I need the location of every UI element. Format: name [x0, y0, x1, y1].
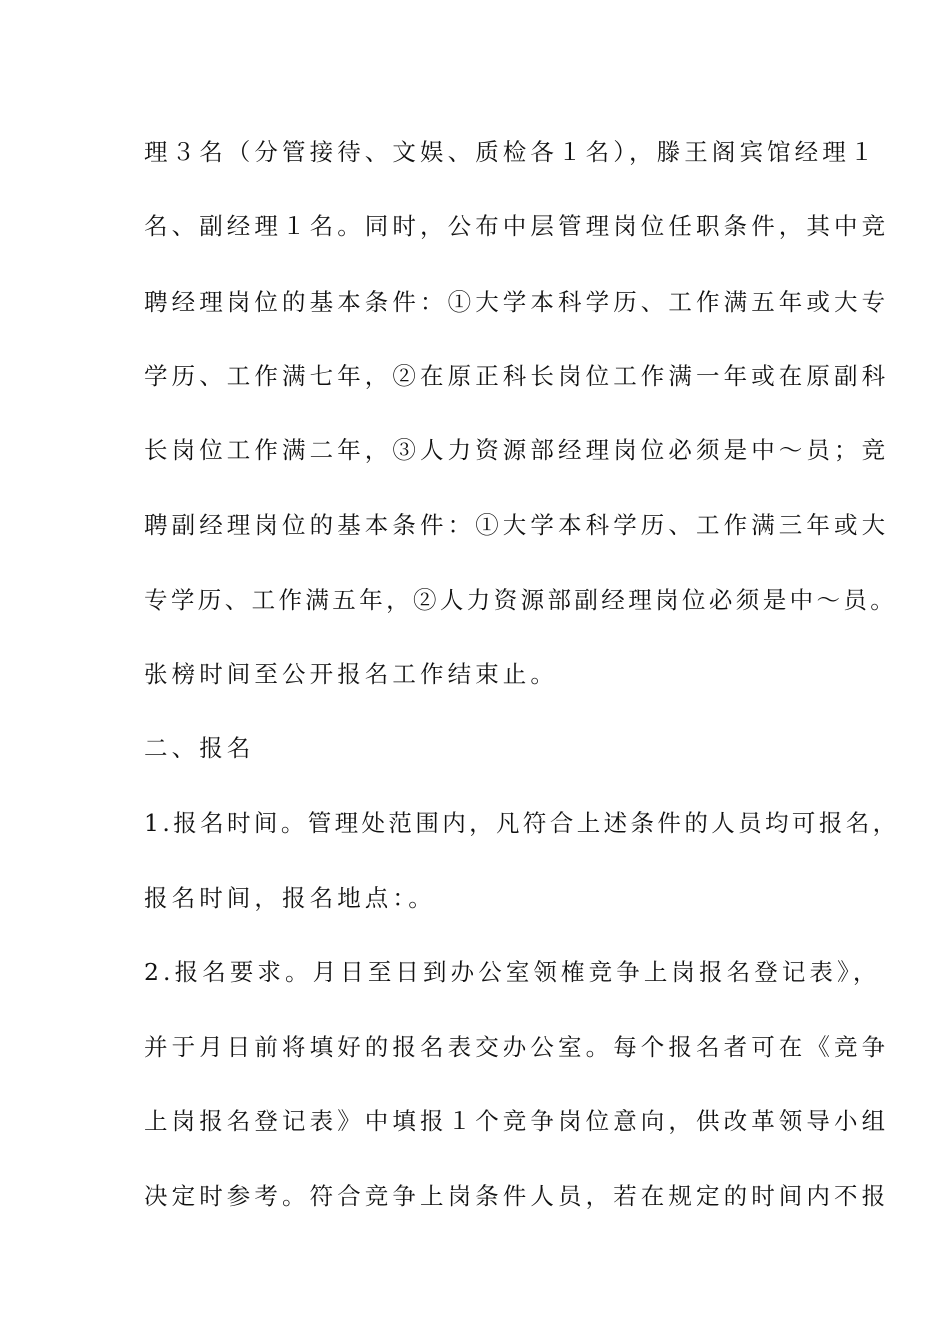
body-text-line: 理３名（分管接待、文娱、质检各１名），滕王阁宾馆经理１ — [144, 138, 878, 166]
body-text-line: 学历、工作满七年，②在原正科长岗位工作满一年或在原副科 — [144, 362, 890, 390]
body-text-line: 聘经理岗位的基本条件：①大学本科学历、工作满五年或大专 — [144, 288, 890, 316]
body-text-line: 决定时参考。符合竞争上岗条件人员，若在规定的时间内不报 — [144, 1182, 890, 1210]
body-text-line: 2.报名要求。月日至日到办公室领榷竞争上岗报名登记表》， — [144, 958, 881, 986]
body-text-line: 并于月日前将填好的报名表交办公室。每个报名者可在《竞争 — [144, 1033, 890, 1061]
body-text-line: 上岗报名登记表》中填报１个竞争岗位意向，供改革领导小组 — [144, 1107, 890, 1135]
body-text-line: 报名时间，报名地点：。 — [144, 884, 436, 912]
body-text-line: 专学历、工作满五年，②人力资源部副经理岗位必须是中～员。 — [144, 586, 898, 614]
body-text-line: 1.报名时间。管理处范围内，凡符合上述条件的人员均可报名， — [144, 809, 900, 837]
body-text-line: 张榜时间至公开报名工作结束止。 — [144, 660, 558, 688]
section-heading: 二、报名 — [144, 734, 255, 762]
body-text-line: 名、副经理１名。同时，公布中层管理岗位任职条件，其中竞 — [144, 212, 890, 240]
body-text-line: 长岗位工作满二年，③人力资源部经理岗位必须是中～员；竞 — [144, 436, 890, 464]
body-text-line: 聘副经理岗位的基本条件：①大学本科学历、工作满三年或大 — [144, 511, 890, 539]
